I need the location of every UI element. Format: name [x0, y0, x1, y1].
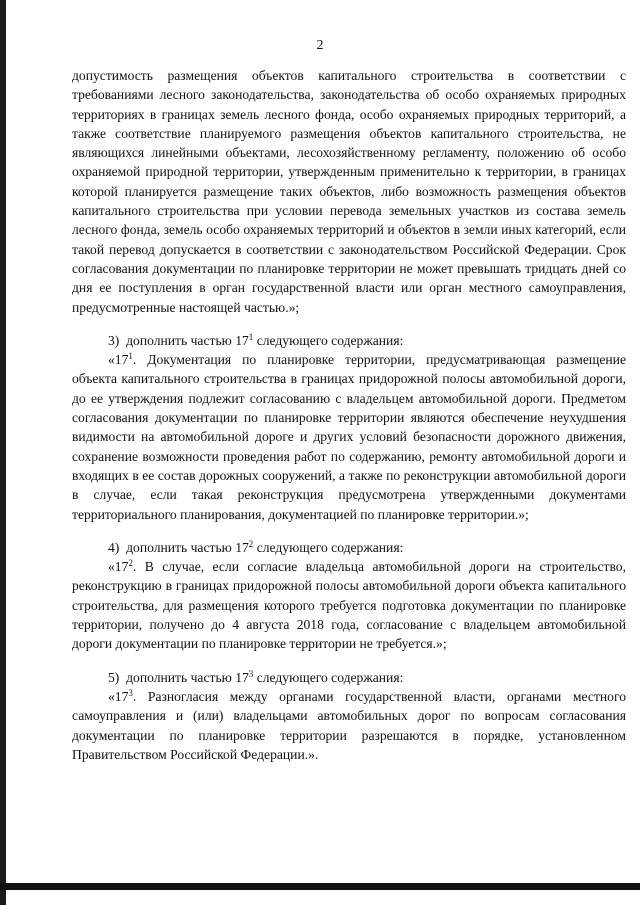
scan-edge: [0, 0, 6, 905]
item-3-text: «$17^1$. Документация по планировке территории, предусматривающая размещение объекта капитального строительства в границах придорожной полосы автомобильной дороги, до ее утверждения подлежит согласованию с владельцем автомобильной дороги. Предметом согласования документации по планировке территории являются обеспечение неухудшения видимости на автомобильной дороге и других условий безопасности дорожного движения, сохранение возможности проведения работ по содержанию, ремонту автомобильной дороги и входящих в ее состав дорожных сооружений, а также по реконструкции автомобильной дороги в случае, если такая реконструкция предусмотрена утвержденными документами территориального планирования, документацией по планировке территории.»;: [72, 351, 626, 522]
paragraph-continuation: допустимость размещения объектов капитального строительства в соответствии с требованиями лесного законодательства, законодательства об особо охраняемых природных территориях в границах земель лесного фонда, особо охраняемых природных территорий, а также соответствие планируемого размещения объектов капитального строительства, не являющихся линейными объектами, лесохозяйственному регламенту, положению об особо охраняемой природной территории, утвержденным применительно к территории, в границах которой планируется размещение таких объектов, либо возможность размещения объектов капитального строительства при условии перевода земельных участков из состава земель лесного фонда, земель особо охраняемых территорий и объектов в земли иных категорий, если такой перевод допускается в соответствии с законодательством Российской Федерации. Срок согласования документации по планировке территории не может превышать тридцать дней со дня ее поступления в орган государственной власти или орган местного самоуправления, предусмотренные настоящей частью.»;: [72, 68, 626, 315]
page-number: 2: [316, 38, 324, 53]
document-body: [72, 66, 626, 764]
item-4-text: «$17^2$. В случае, если согласие владельца автомобильной дороги на строительство, реконструкцию в границах придорожной полосы автомобильной дороги объекта капитального строительства, для размещения которого требуется подготовка документации по планировке территории, получено до 4 августа 2018 года, согласование с владельцем автомобильной дороги документации по планировке территории не требуется.»;: [72, 558, 626, 652]
item-3-heading: 3) дополнить частью $17^1$ следующего содержания:: [108, 331, 404, 348]
item-4-heading: 4) дополнить частью $17^2$ следующего содержания:: [108, 538, 404, 555]
item-5-heading: 5) дополнить частью $17^3$ следующего содержания:: [108, 668, 404, 685]
item-5-text: «$17^3$. Разногласия между органами государственной власти, органами местного самоуправления и (или) владельцами автомобильных дорог по вопросам согласования документации по планировке территории разрешаются в порядке, установленном Правительством Российской Федерации.».: [72, 687, 626, 762]
scan-bottom-edge: [0, 883, 640, 890]
